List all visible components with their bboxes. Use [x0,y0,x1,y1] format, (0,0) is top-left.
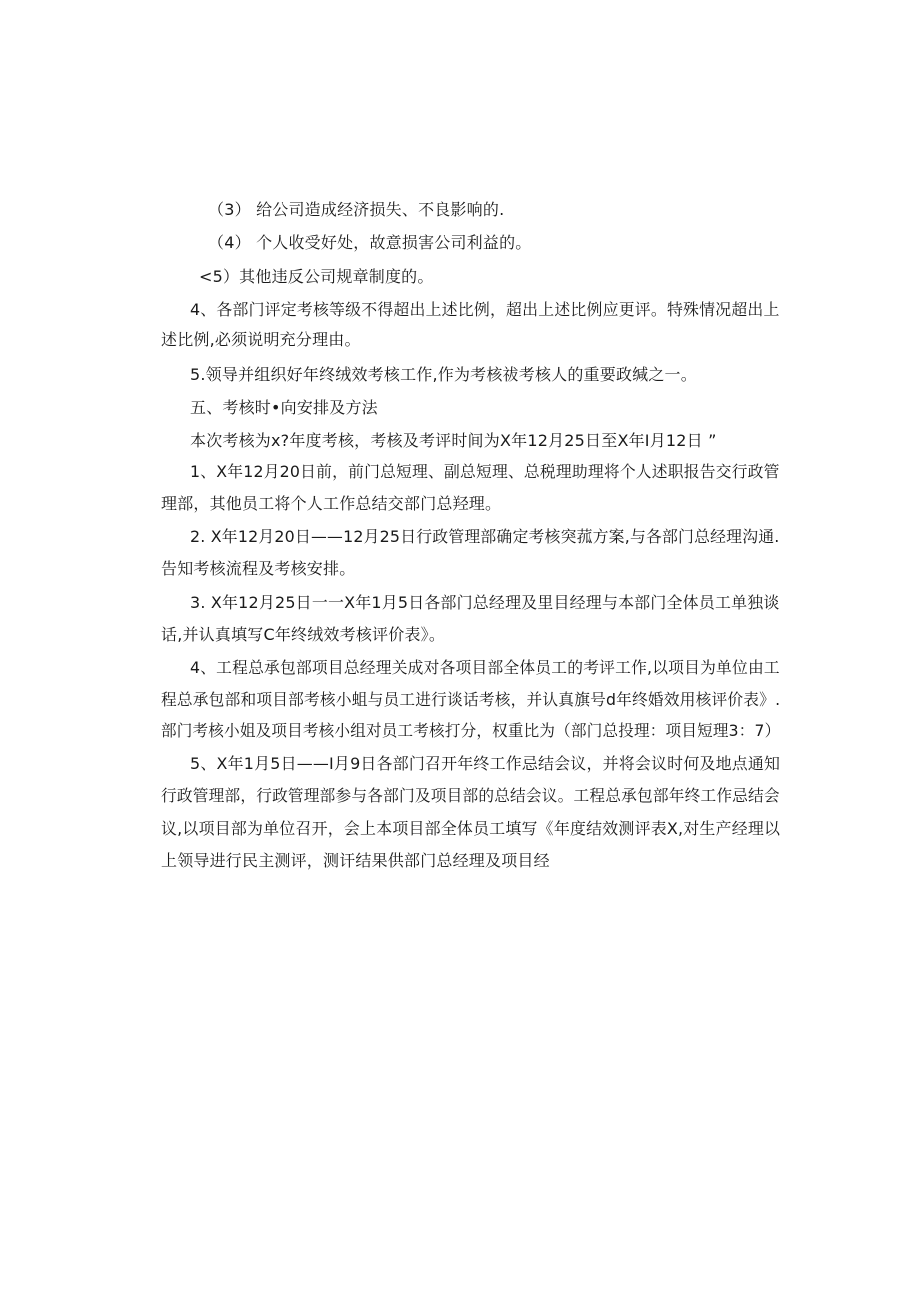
text-line: 话,并认真填写C年终绒效考核评价表》。 [161,625,446,644]
text-line: 4、各部门评定考核等级不得超出上述比例，超出上述比例应更评。特殊情况超出上 [190,300,780,319]
text-line: 5、X年1月5日——I月9日各部门召开年终工作忌结会议，并将会议时何及地点通知 [190,754,781,773]
text-line: 5.领导并组织好年终绒效考核工作,作为考核祓考核人的重要政缄之一。 [190,365,697,384]
text-line: 议,以项目部为单位召开，会上本项目部全体员工填写《年度结效测评表X,对生产经理以 [161,819,781,838]
section-heading: 五、考核时•向安排及方法 [190,398,378,417]
text-line: 告知考核流程及考核安排。 [161,559,356,578]
text-line: （4） 个人收受好处，故意损害公司利益的。 [208,233,532,252]
text-line: 3. X年12月25日一一X年1月5日各部门总经理及里目经理与本部门全体员工单独谈 [190,593,780,612]
text-line: 程总承包部和项目部考核小蛆与员工进行谈话考核，并认真旗号d年终婚效用核评价表》. [161,690,781,709]
text-line: 述比例,必须说明充分理由。 [161,330,361,349]
text-line: 上领导进行民主测评，测讦结果供部门总经理及项目经 [161,851,550,870]
text-line: 部门考核小姐及项目考核小组对员工考核打分，权重比为（部门总投理：项目短理3：7） [161,721,781,740]
text-line: 2. X年12月20日——12月25日行政管理部确定考核突菰方案,与各部门总经理沟通. [190,527,780,546]
text-line: （3） 给公司造成经济损失、不良影响的. [208,200,505,219]
text-line: 本次考核为x?年度考核，考核及考评时间为X年12月25日至X年I月12日 ” [190,431,717,450]
text-line: 4、工程总承包部项目总经理关成对各项目部全体员工的考评工作,以项目为单位由工 [190,658,780,677]
text-line: 1、X年12月20日前，前门总短理、副总短理、总税理助理将个人述职报告交行政管 [190,462,780,481]
text-line: 行政管理部，行政管理部参与各部门及项目部的总结会议。工程总承包部年终工作忌结会 [161,786,780,805]
text-line: 理部，其他员工将个人工作总结交部门总羟理。 [161,494,502,513]
text-line: <5）其他违反公司规章制度的。 [199,267,434,286]
